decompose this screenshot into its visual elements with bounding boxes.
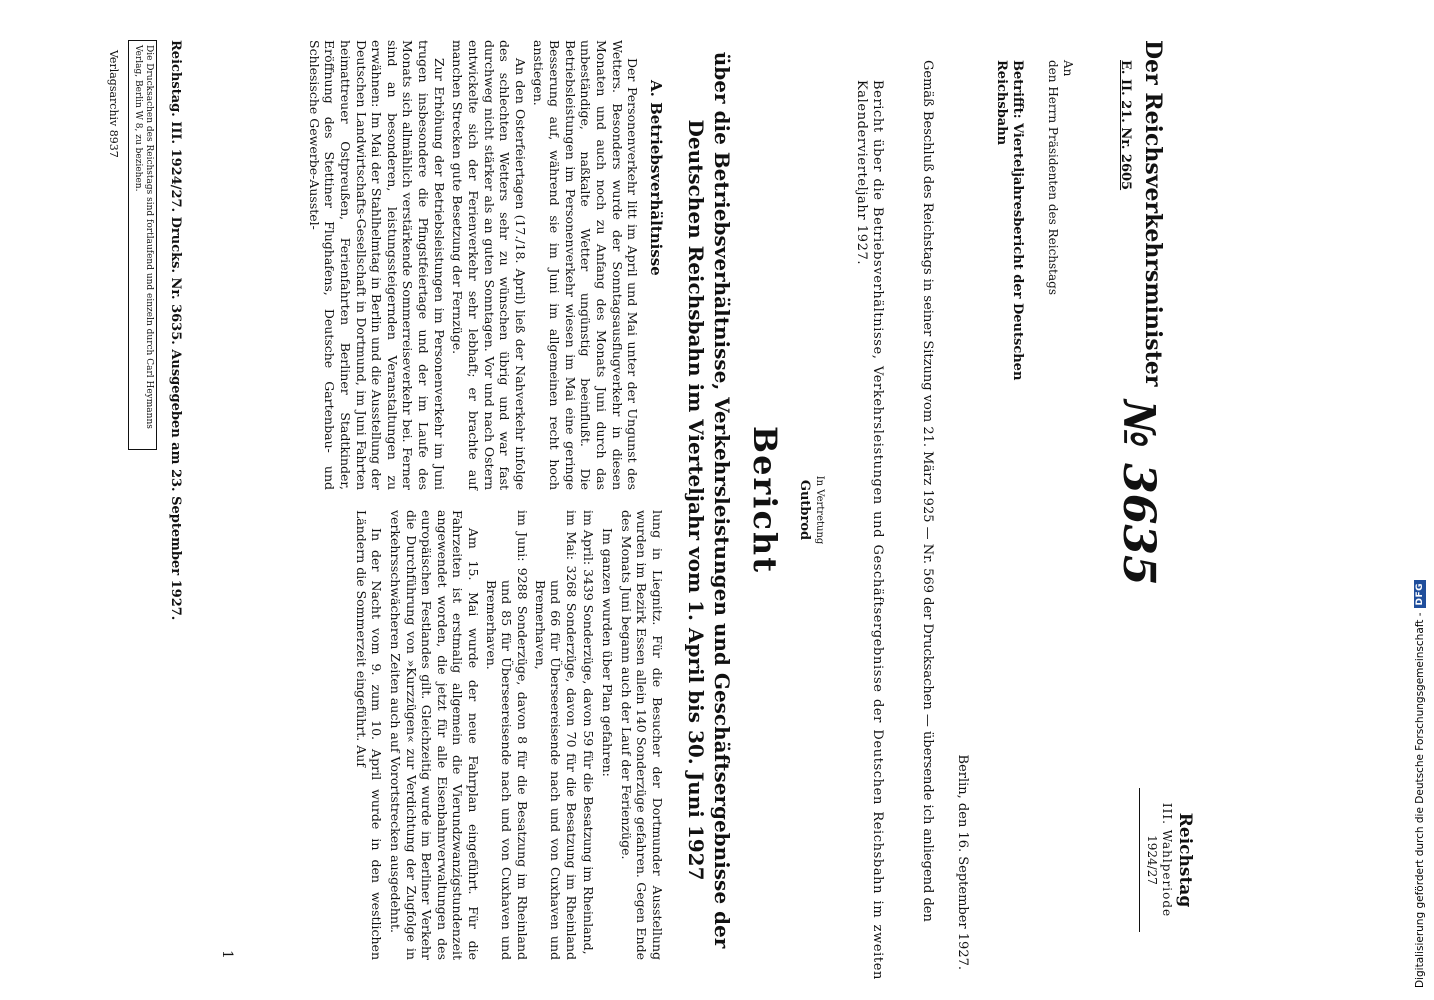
section-a-paragraph-2: An den Osterfeiertagen (17./18. April) ließ der Nahverkehr infolge des schlechten Wetters sehr zu wünschen übrig und war fast durchweg nicht stärker als an guten Sonntagen. Vor und nach Ostern entwickelte sich der Ferienverkehr sehr lebhaft; er brachte auf manchen Strecken gute Besetzung der Fernzüge. [450, 40, 528, 490]
digitization-label [1406, 0, 1434, 1000]
section-a-paragraph-5: Am 15. Mai wurde der neue Fahrplan eingeführt. Für die Fahrzeiten ist erstmalig allgemein die Vierundzwanzigstundenzeit angewendet worden, die jetzt für alle Eisenbahnverwaltungen des europäischen Festlandes gilt. Gleichzeitig wurde im Berliner Verkehr die Durchführung von »Kurzzügen« zur Verdichtung der Zugfolge in verkehrsschwächeren Zeiten auch auf Vorortstrecken ausgedehnt. [388, 510, 482, 960]
document-number: № 3635 [1113, 400, 1164, 586]
period-line-2: 1924/27 [1144, 835, 1159, 885]
address-line-2: den Herrn Präsidenten des Reichstags [1046, 60, 1060, 296]
reference-number: E. II. 21. Nr. 2605 [1118, 60, 1133, 191]
digitization-text: Digitalisierung gefördert durch die Deutsche Forschungsgemeinschaft - [1414, 612, 1426, 988]
period-line-1: III. Wahlperiode [1159, 802, 1174, 918]
signature-block [796, 420, 825, 600]
section-a-paragraph-4: lung in Liegnitz. Für die Besucher der Dortmunder Ausstellung wurden im Bezirk Essen allein 140 Sonderzüge gefahren. Gegen Ende des Monats Juni begann auch der Lauf der Ferienzüge. [618, 510, 665, 960]
signature-label: In Vertretung [814, 475, 825, 545]
intro-text: Gemäß Beschluß des Reichstags in seiner Sitzung vom 21. März 1925 — Nr. 569 der Drucksachen — übersende ich anliegend den [920, 60, 935, 922]
section-a-paragraph-3: Zur Erhöhung der Betriebsleistungen im Personenverkehr im Juni trugen insbesondere die Pfingstfeiertage und der im Laufe des Monats sich allmählich verstärkende Sommerreiseverkehr bei. Ferner sind an besonderen, leistungssteigernden Veranstaltungen zu erwähnen: Im Mai der Stahlhelmtag in Berlin und die Ausstellung der Deutschen Landwirtschafts-Gesellschaft in Dortmund, im Juni Fahrten heimattreuer Ostpreußen, Ferienfahrten Berliner Stadtkinder, Eröffnung des Stettiner Flughafens, Deutsche Gartenbau- und Schlesische Gewerbe-Ausstel- [306, 40, 447, 490]
section-a-paragraph-6: In der Nacht vom 9. zum 10. April wurde in den westlichen Ländern die Sommerzeit eingeführt. Auf [353, 510, 385, 960]
ministry-name: Der Reichsverkehrsminister [1140, 40, 1166, 387]
special-trains-intro: Im ganzen wurden über Plan gefahren: [600, 528, 616, 777]
place-date: Berlin, den 16. September 1927. [955, 754, 970, 970]
special-trains-april: im April: 3439 Sonderzüge, davon 59 für die Besatzung im Rheinland, [581, 510, 597, 955]
footer-line: Reichstag. III. 1924/27. Drucks. Nr. 3635. Ausgegeben am 23. September 1927. [168, 40, 183, 621]
archive-number: Verlagsarchiv 8937 [107, 50, 120, 158]
report-reference: Bericht über die Betriebsverhältnisse, Verkehrsleistungen und Geschäftsergebnisse der Deutschen Reichsbahn im zweiten Kalendervierteljahr 1927. [853, 80, 885, 980]
parliament-name: Reichstag [1175, 812, 1195, 908]
parliament-block [1139, 780, 1195, 940]
report-subtitle: über die Betriebsverhältnisse, Verkehrsleistungen und Geschäftsergebnisse der Deutschen Reichsbahn im Vierteljahr vom 1. April bis 30. Juni 1927 [684, 51, 734, 949]
publisher-note: Die Drucksachen des Reichstags sind fortlaufend und einzeln durch Carl Heymanns Verlag, Berlin W 8, zu beziehen. [129, 40, 158, 450]
special-trains-may: im Mai: 3268 Sonderzüge, davon 70 für die Besatzung im Rheinland und 66 für Überseereisende nach und von Cuxhaven und Bremerhaven, [532, 510, 579, 960]
column-left [303, 40, 665, 490]
address-line-1: An [1061, 60, 1075, 77]
dfg-logo: DFG [1414, 580, 1426, 609]
report-title: Bericht [746, 426, 784, 574]
address-block [1045, 60, 1075, 460]
signature-name: Gutbrod [797, 479, 813, 541]
section-a-heading: A. Betriebsverhältnisse [647, 80, 665, 276]
subject-label: Betrifft: [1010, 60, 1025, 119]
section-a-paragraph-1: Der Personenverkehr litt im April und Mai unter der Ungunst des Wetters. Besonders wurde der Sonntagsausflugverkehr in diesen Monaten und auch noch zu Anfang des Monats Juni durch das unbeständige, naßkalte Wetter ungünstig beeinflußt. Die Betriebsleistungen im Personenverkehr wiesen im Mai eine geringe Besserung auf, während sie im Juni im allgemeinen recht hoch anstiegen. [531, 40, 641, 490]
column-right [350, 510, 665, 960]
printed-page [25, 0, 1225, 1000]
subject-text: Vierteljahresbericht der Deutschen Reichsbahn [993, 60, 1025, 381]
page-mark: 1 [219, 950, 235, 959]
subject-block [993, 60, 1026, 460]
special-trains-june: im Juni: 9288 Sonderzüge, davon 8 für die Besatzung im Rheinland und 85 für Überseereisende nach und von Cuxhaven und Bremerhaven. [483, 510, 530, 960]
period-rule [1139, 788, 1140, 932]
